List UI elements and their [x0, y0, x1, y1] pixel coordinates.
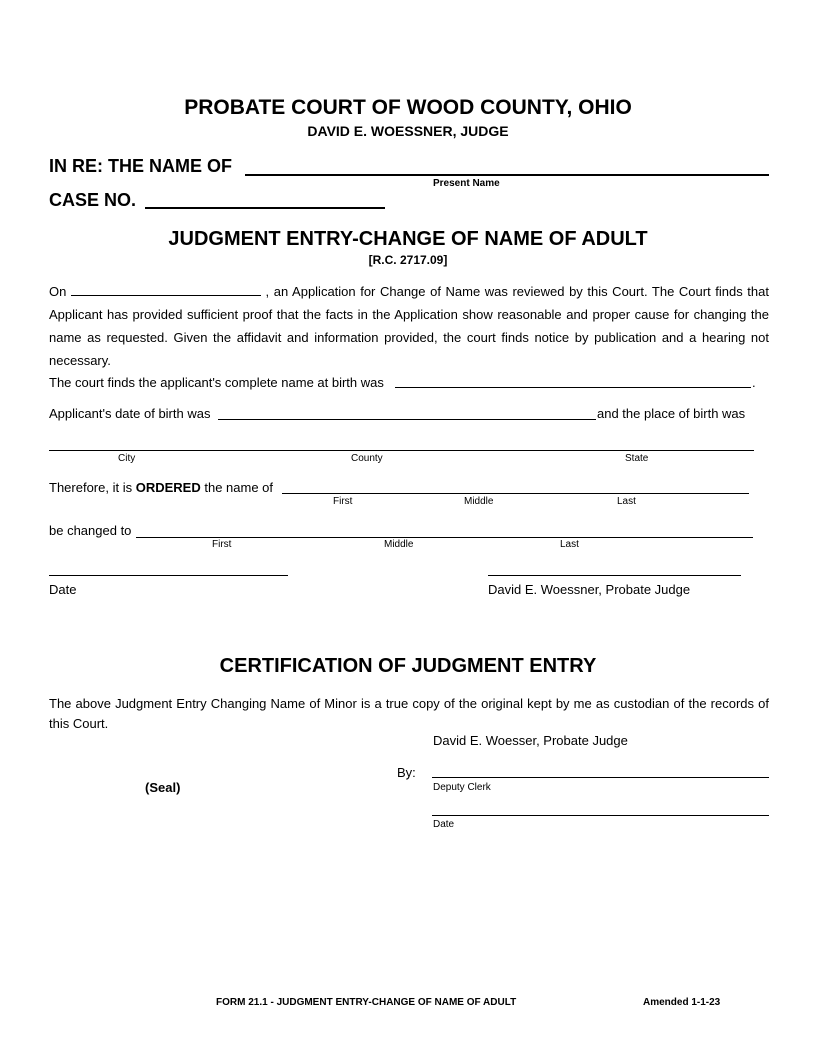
- ordered-sentence: [49, 480, 273, 495]
- new-last-caption: Last: [560, 539, 579, 550]
- present-name-caption: Present Name: [433, 178, 500, 189]
- certification-title: CERTIFICATION OF JUDGMENT ENTRY: [219, 655, 597, 677]
- finding-text: , an Application for Change of Name was reviewed by this Court. The Court finds that Applicant has provided sufficient proof that the facts in the Application show reasonable and proper cause for changing the name as requested. Given the affidavit and information provided, the court finds notice by publication and a hearing not necessary.: [49, 284, 769, 368]
- certification-text: The above Judgment Entry Changing Name of Minor is a true copy of the original kept by me as custodian of the records of this Court.: [49, 696, 769, 731]
- new-middle-caption: Middle: [384, 539, 414, 550]
- on-label: On: [49, 284, 67, 299]
- ordered-word: ORDERED: [135, 480, 201, 495]
- certification-judge-name: David E. Woesser, Probate Judge: [433, 733, 628, 748]
- new-first-caption: First: [212, 539, 232, 550]
- application-date-field[interactable]: [71, 283, 261, 296]
- current-name-field[interactable]: [282, 493, 749, 494]
- form-id: FORM 21.1 - JUDGMENT ENTRY-CHANGE OF NAME OF ADULT: [216, 997, 517, 1008]
- judge-name-header: DAVID E. WOESSNER, JUDGE: [307, 123, 509, 139]
- birth-name-end: .: [752, 375, 756, 390]
- statute-reference: [R.C. 2717.09]: [368, 253, 448, 267]
- ordered-prefix: Therefore, it is: [49, 480, 133, 495]
- certification-date-field[interactable]: [432, 815, 769, 816]
- judge-signature-field[interactable]: [488, 575, 741, 576]
- place-of-birth-field[interactable]: [49, 450, 754, 451]
- finding-paragraph: [49, 280, 769, 372]
- birth-name-label: The court finds the applicant's complete name at birth was: [49, 375, 384, 390]
- place-of-birth-label: and the place of birth was: [597, 406, 746, 421]
- ordered-suffix: the name of: [204, 480, 274, 495]
- entry-date-field[interactable]: [49, 575, 288, 576]
- dob-label: Applicant's date of birth was: [49, 406, 211, 421]
- county-caption: County: [351, 453, 383, 464]
- current-first-caption: First: [333, 496, 353, 507]
- city-caption: City: [118, 453, 136, 464]
- judge-signature-label: David E. Woessner, Probate Judge: [488, 582, 691, 597]
- seal-label: (Seal): [145, 780, 181, 795]
- certification-date-caption: Date: [433, 819, 455, 830]
- in-re-label: IN RE: THE NAME OF: [49, 156, 232, 176]
- case-no-field[interactable]: [145, 207, 385, 209]
- current-last-caption: Last: [617, 496, 636, 507]
- amended-date: Amended 1-1-23: [643, 997, 721, 1008]
- by-label: By:: [397, 765, 416, 780]
- case-no-label: CASE NO.: [49, 190, 137, 210]
- birth-name-field[interactable]: [395, 387, 751, 388]
- entry-date-label: Date: [49, 582, 77, 597]
- changed-to-label: be changed to: [49, 523, 132, 538]
- dob-field[interactable]: [218, 419, 596, 420]
- judgment-title: JUDGMENT ENTRY-CHANGE OF NAME OF ADULT: [168, 228, 648, 250]
- new-name-field[interactable]: [136, 537, 753, 538]
- deputy-clerk-caption: Deputy Clerk: [433, 782, 491, 793]
- state-caption: State: [625, 453, 649, 464]
- current-middle-caption: Middle: [464, 496, 494, 507]
- present-name-field[interactable]: [245, 174, 769, 176]
- deputy-clerk-signature-field[interactable]: [432, 777, 769, 778]
- court-title: PROBATE COURT OF WOOD COUNTY, OHIO: [184, 96, 632, 119]
